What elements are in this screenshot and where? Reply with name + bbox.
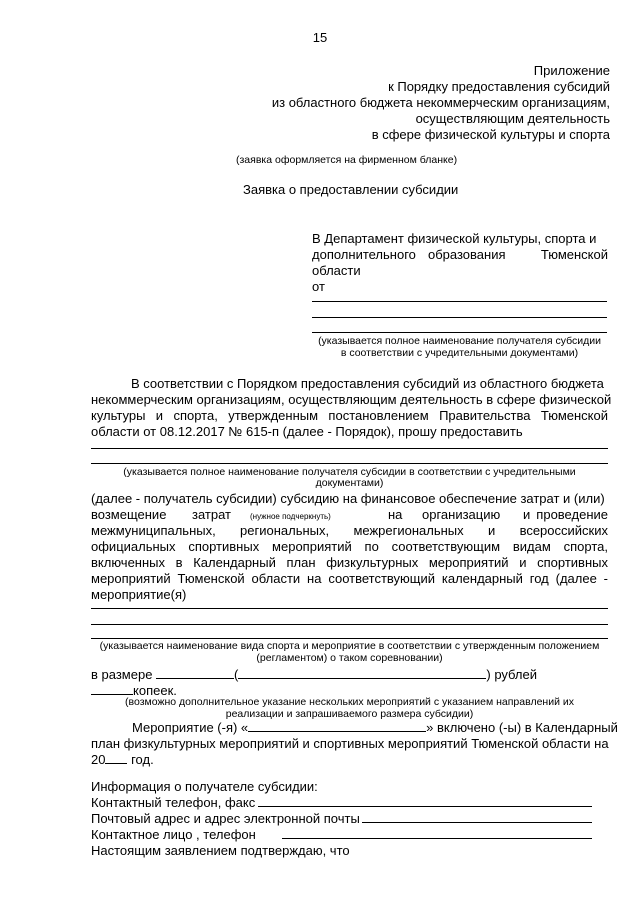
info-confirm: Настоящим заявлением подтверждаю, что bbox=[91, 843, 350, 858]
blank-line bbox=[91, 608, 608, 609]
para2-word-organizaciyu: организацию bbox=[422, 507, 501, 522]
para2-word-i: и bbox=[523, 507, 531, 522]
appendix-line-5: в сфере физической культуры и спорта bbox=[371, 127, 610, 142]
blank-line bbox=[91, 463, 608, 464]
event-year-prefix: 20 bbox=[91, 752, 106, 767]
blank-line bbox=[312, 301, 607, 302]
amount-rubles-label: ) рублей bbox=[486, 667, 538, 682]
para1-line-4: области от 08.12.2017 № 615-п (далее - Порядок), прошу предоставить bbox=[91, 424, 523, 439]
addressee-line-2c: Тюменской bbox=[540, 247, 608, 262]
page-number: 15 bbox=[312, 30, 328, 45]
event-line-3 bbox=[91, 752, 154, 768]
para1-line-3: культуры и спорта, утвержденным постановлением Правительства Тюменской bbox=[91, 408, 608, 423]
para2-line-4: официальных спортивных мероприятий по соответствующим видам спорта, bbox=[91, 539, 608, 554]
addressee-line-1: В Департамент физической культуры, спорта и bbox=[312, 231, 597, 246]
event-suffix: » включено (-ы) в Календарный bbox=[426, 720, 618, 735]
info-contact-field bbox=[282, 838, 592, 839]
blank-line bbox=[312, 317, 607, 318]
info-header: Информация о получателе субсидии: bbox=[91, 779, 318, 794]
addressee-line-2a: дополнительного bbox=[312, 247, 416, 262]
multi-note-line-2: реализации и запрашиваемого размера субсидии) bbox=[225, 708, 474, 720]
event-line-1 bbox=[132, 720, 618, 736]
para2-word-provedenie: проведение bbox=[536, 507, 608, 522]
addressee-line-4: от bbox=[312, 279, 325, 294]
addressee-line-2b: образования bbox=[428, 247, 506, 262]
appendix-line-2: к Порядку предоставления субсидий bbox=[388, 79, 610, 94]
note-letterhead: (заявка оформляется на фирменном бланке) bbox=[236, 154, 458, 166]
amount-prefix: в размере bbox=[91, 667, 153, 682]
blank-line bbox=[312, 332, 607, 333]
sport-note-line-1: (указывается наименование вида спорта и мероприятие в соответствии с утвержденным положением bbox=[99, 640, 600, 652]
info-address-label: Почтовый адрес и адрес электронной почты bbox=[91, 811, 360, 826]
addressee-note-line-2: в соответствии с учредительными документами) bbox=[340, 347, 579, 359]
sport-note-line-2: (регламентом) о таком соревновании) bbox=[256, 652, 443, 664]
info-phone-field bbox=[258, 806, 592, 807]
amount-rubles-field bbox=[156, 667, 234, 679]
info-address-field bbox=[362, 822, 592, 823]
info-phone-label: Контактный телефон, факс bbox=[91, 795, 256, 810]
para2-word-zatrat: затрат bbox=[192, 507, 231, 522]
blank-line bbox=[91, 448, 608, 449]
amount-kopecks-label: копеек. bbox=[133, 683, 177, 698]
page-title: Заявка о предоставлении субсидии bbox=[243, 182, 459, 197]
appendix-line-4: осуществляющим деятельность bbox=[415, 111, 610, 126]
para2-line-1: (далее - получатель субсидии) субсидию на финансовое обеспечение затрат и (или) bbox=[91, 491, 605, 506]
para2-word-vozmeshchenie: возмещение bbox=[91, 507, 167, 522]
multi-note-line-1: (возможно дополнительное указание нескольких мероприятий с указанием направлений их bbox=[125, 696, 574, 708]
appendix-line-3: из областного бюджета некоммерческим организациям, bbox=[271, 95, 610, 110]
event-year-suffix: год. bbox=[131, 752, 154, 767]
event-line-2: план физкультурных мероприятий и спортивных мероприятий Тюменской области на bbox=[91, 736, 609, 751]
recipient-note-line-1: (указывается полное наименование получателя субсидии в соответствии с учредительными bbox=[123, 466, 576, 478]
para2-word-na: на bbox=[388, 507, 403, 522]
amount-line bbox=[91, 667, 537, 683]
addressee-line-3: области bbox=[312, 263, 361, 278]
event-year-field bbox=[105, 752, 127, 764]
para2-underline-note: (нужное подчеркнуть) bbox=[250, 512, 331, 521]
recipient-note-line-2: документами) bbox=[315, 477, 384, 489]
para2-line-7: мероприятие(я) bbox=[91, 587, 187, 602]
amount-words-field bbox=[238, 667, 486, 679]
para2-line-3: межмуниципальных, региональных, межрегиональных и всероссийских bbox=[91, 523, 608, 538]
addressee-note-line-1: (указывается полное наименование получателя субсидии bbox=[318, 335, 601, 347]
event-prefix: Мероприятие (-я) « bbox=[132, 720, 249, 735]
event-name-field bbox=[248, 720, 426, 732]
blank-line bbox=[91, 638, 608, 639]
info-contact-label: Контактное лицо , телефон bbox=[91, 827, 256, 842]
para1-line-2: некоммерческим организациям, осуществляющим деятельность в сфере физической bbox=[91, 392, 612, 407]
para2-line-5: включенных в Календарный план физкультурных мероприятий и спортивных bbox=[91, 555, 608, 570]
amount-kopecks-field bbox=[91, 683, 133, 695]
amount-open-paren: ( bbox=[234, 667, 239, 682]
para1-line-1: В соответствии с Порядком предоставления субсидий из областного бюджета bbox=[131, 376, 604, 391]
para2-line-6: мероприятий Тюменской области на соответствующий календарный год (далее - bbox=[91, 571, 608, 586]
blank-line bbox=[91, 624, 608, 625]
appendix-line-1: Приложение bbox=[533, 63, 610, 78]
